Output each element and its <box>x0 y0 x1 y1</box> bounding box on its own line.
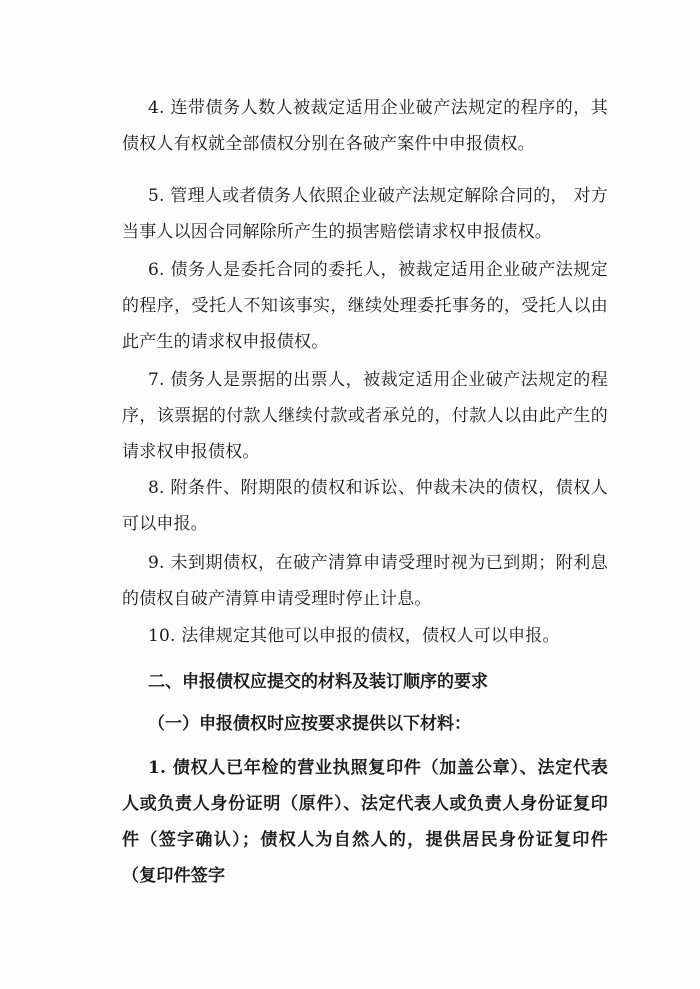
subsection-heading: （一）申报债权时应按要求提供以下材料： <box>148 714 471 734</box>
section-heading: 二、申报债权应提交的材料及装订顺序的要求 <box>148 672 488 692</box>
paragraph-item-8: 8. 附条件、附期限的债权和诉讼、仲裁未决的债权，债权人可以申报。 <box>122 478 608 534</box>
paragraph-item-7: 7. 债务人是票据的出票人，被裁定适用企业破产法规定的程序，该票据的付款人继续付款或者承兑的，付款人以由此产生的请求权申报债权。 <box>122 370 608 462</box>
paragraph-item-6: 6. 债务人是委托合同的委托人，被裁定适用企业破产法规定的程序，受托人不知该事实，继续处理委托事务的，受托人以由此产生的请求权申报债权。 <box>122 260 608 352</box>
paragraph-item-9: 9. 未到期债权，在破产清算申请受理时视为已到期；附利息的债权自破产清算申请受理时停止计息。 <box>122 553 608 609</box>
paragraph-item-4: 4. 连带债务人数人被裁定适用企业破产法规定的程序的，其债权人有权就全部债权分别在各破产案件中申报债权。 <box>122 98 608 154</box>
paragraph-item-10: 10. 法律规定其他可以申报的债权，债权人可以申报。 <box>148 626 560 646</box>
material-item-1: 1. 债权人已年检的营业执照复印件（加盖公章）、法定代表人或负责人身份证明（原件）、法定代表人或负责人身份证复印件（签字确认）；债权人为自然人的，提供居民身份证复印件（复印件签字 <box>122 758 608 886</box>
paragraph-item-5: 5. 管理人或者债务人依照企业破产法规定解除合同的， 对方当事人以因合同解除所产生的损害赔偿请求权申报债权。 <box>122 186 608 242</box>
